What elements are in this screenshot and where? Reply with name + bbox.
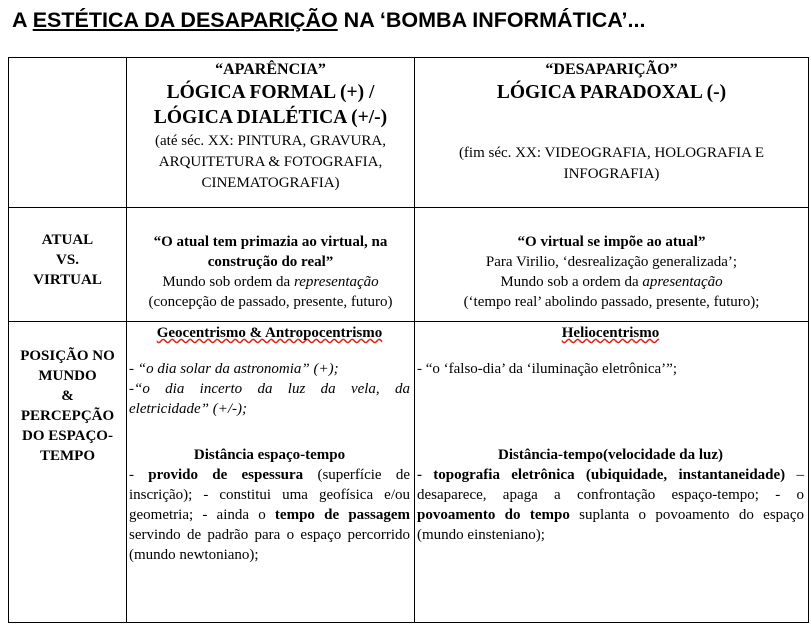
row-label-atual-virtual — [9, 208, 127, 322]
label-line: & — [61, 388, 74, 404]
passado-presente-futuro: (concepção de passado, presente, futuro) — [148, 294, 393, 310]
atual-virtual-right — [415, 208, 809, 322]
row-label-posicao-mundo — [9, 322, 127, 623]
heliocentrismo-text: Heliocentrismo — [561, 325, 660, 341]
heliocentrismo-heading — [417, 323, 804, 343]
apresentacao-line — [415, 272, 808, 292]
espessura-text: (superfície de inscrição); - constitui uma geofísica e/ou geometria; - ainda o — [129, 467, 410, 523]
label-line: DO ESPAÇO- — [22, 428, 113, 444]
title-prefix: A — [12, 8, 33, 32]
aparencia-detail: (até séc. XX: PINTURA, GRAVURA, ARQUITETURA & FOTOGRAFIA, CINEMATOGRAFIA) — [155, 133, 386, 191]
posicao-right — [415, 322, 809, 623]
dia-incerto-item: -“o dia incerto da luz da vela, da eletricidade” (+/-); — [129, 381, 410, 417]
povoamento-tempo-bold: povoamento do tempo — [417, 507, 570, 523]
representacao-line — [127, 272, 414, 292]
comparison-table — [8, 57, 809, 623]
povoamento-text: suplanta o povoamento do espaço (mundo einsteniano); — [417, 507, 804, 543]
geocentrismo-text: Geocentrismo & Antropocentrismo — [156, 325, 383, 341]
posicao-left — [127, 322, 415, 623]
label-line: TEMPO — [40, 448, 95, 464]
header-desaparicao — [415, 58, 809, 208]
atual-primazia-quote: “O atual tem primazia ao virtual, na construção do real” — [153, 234, 388, 270]
topografia-paragraph — [417, 465, 804, 545]
label-line: VIRTUAL — [33, 272, 102, 288]
distancia-espaco-tempo-heading: Distância espaço-tempo — [193, 447, 346, 463]
label-line: POSIÇÃO NO — [20, 348, 115, 364]
espessura-bold: provido de espessura — [148, 467, 304, 483]
header-aparencia — [127, 58, 415, 208]
representacao-word: representação — [293, 274, 379, 290]
title-underlined: ESTÉTICA DA DESAPARIÇÃO — [32, 8, 338, 32]
representacao-pre: Mundo sob ordem da — [162, 274, 294, 290]
header-row — [9, 58, 809, 208]
geocentrismo-heading — [129, 323, 410, 343]
row-atual-virtual — [9, 208, 809, 322]
empty-corner-cell — [9, 58, 127, 208]
row-posicao-mundo — [9, 322, 809, 623]
tempo-passagem-text: servindo de padrão para o espaço percorrido (mundo newtoniano); — [129, 527, 410, 563]
apresentacao-pre: Mundo sob a ordem da — [500, 274, 643, 290]
label-line: VS. — [56, 252, 79, 268]
label-line: PERCEPÇÃO — [20, 408, 115, 424]
virtual-impoe-quote: “O virtual se impõe ao atual” — [517, 234, 706, 250]
topografia-bold: - topografia eletrônica (ubiquidade, instantaneidade) — [417, 467, 786, 483]
desaparicao-detail: (fim séc. XX: VIDEOGRAFIA, HOLOGRAFIA E INFOGRAFIA) — [458, 145, 765, 182]
distancia-tempo-heading: Distância-tempo(velocidade da luz) — [498, 447, 723, 463]
logica-formal: LÓGICA FORMAL (+) / — [166, 82, 375, 103]
atual-virtual-left — [127, 208, 415, 322]
title-suffix: NA ‘BOMBA INFORMÁTICA’... — [337, 8, 646, 32]
logica-dialetica: LÓGICA DIALÉTICA (+/-) — [153, 107, 388, 128]
desrealizacao-line: Para Virilio, ‘desrealização generalizada’; — [485, 254, 738, 270]
tempo-passagem-bold: tempo de passagem — [274, 507, 410, 523]
aparencia-quote: “APARÊNCIA” — [215, 61, 326, 78]
topografia-text: – desaparece, apaga a confrontação espaço-tempo; - o — [417, 467, 804, 503]
page-title — [12, 8, 645, 33]
logica-paradoxal: LÓGICA PARADOXAL (-) — [496, 82, 727, 103]
tempo-real-line: (‘tempo real’ abolindo passado, presente, futuro); — [463, 294, 760, 310]
label-line: MUNDO — [38, 368, 97, 384]
desaparicao-quote: “DESAPARIÇÃO” — [545, 61, 678, 78]
espaco-tempo-paragraph: - provido de espessura (superfície de inscrição); - constitui uma geofísica e/ou geometria; - ainda o tempo de passagem servindo de padrão para o espaço percorrido (mundo newtoniano); — [129, 467, 410, 563]
apresentacao-word: apresentação — [642, 274, 723, 290]
falso-dia-item: - “o ‘falso-dia’ da ‘iluminação eletrônica’”; — [417, 361, 678, 377]
dia-solar-item: - “o dia solar da astronomia” (+); — [129, 361, 339, 377]
label-line: ATUAL — [41, 232, 94, 248]
